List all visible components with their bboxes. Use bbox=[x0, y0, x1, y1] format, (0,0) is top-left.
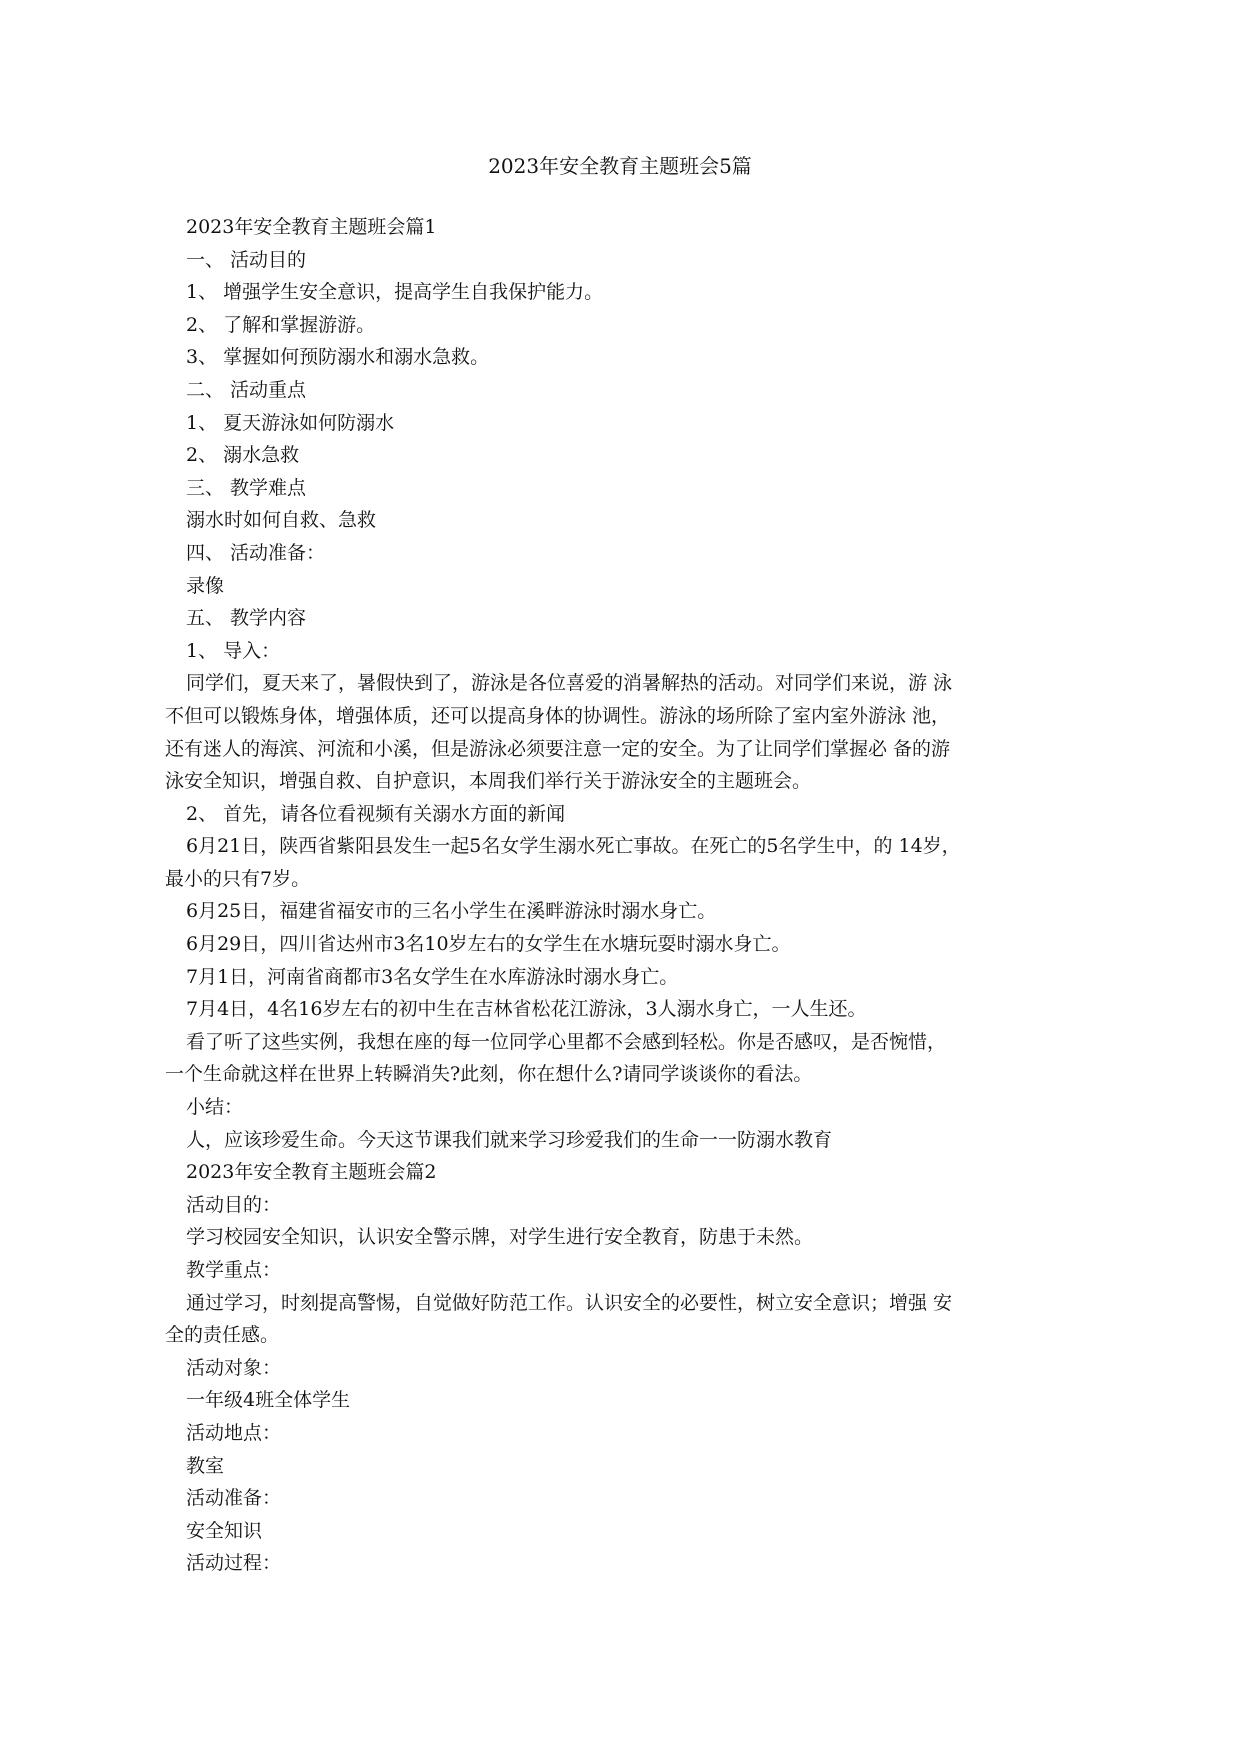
paragraph-line: 全的责任感。 bbox=[165, 1324, 280, 1347]
news-line: 7月1日，河南省商都市3名女学生在水库游泳时溺水身亡。 bbox=[186, 965, 679, 988]
paragraph-line: 通过学习，时刻提高警惕，自觉做好防范工作。认识安全的必要性，树立安全意识；增强 安 bbox=[186, 1291, 953, 1314]
text-line: 活动准备： bbox=[186, 1487, 282, 1510]
text-line: 活动过程： bbox=[186, 1552, 282, 1575]
text-line: 活动地点： bbox=[186, 1421, 282, 1444]
text-line: 2、 溺水急救 bbox=[186, 444, 300, 467]
text-line: 溺水时如何自救、急救 bbox=[186, 509, 377, 532]
text-line: 3、 掌握如何预防溺水和溺水急救。 bbox=[186, 346, 490, 369]
text-line: 小结： bbox=[186, 1096, 244, 1119]
section-heading: 2023年安全教育主题班会篇1 bbox=[186, 216, 437, 238]
text-line: 1、 夏天游泳如何防溺水 bbox=[186, 411, 395, 434]
paragraph-line: 同学们，夏天来了，暑假快到了，游泳是各位喜爱的消暑解热的活动。对同学们来说，游 泳 bbox=[186, 672, 953, 695]
paragraph-reflect bbox=[165, 1026, 1065, 1091]
paragraph-line: 一个生命就这样在世界上转瞬消失?此刻，你在想什么?请同学谈谈你的看法。 bbox=[165, 1063, 813, 1086]
document-body bbox=[165, 211, 1066, 1580]
text-line: 教学重点： bbox=[186, 1259, 282, 1281]
text-line: 2、 了解和掌握游游。 bbox=[186, 313, 376, 336]
text-line: 活动对象： bbox=[186, 1356, 282, 1379]
text-line: 三、 教学难点 bbox=[186, 476, 307, 499]
text-line: 二、 活动重点 bbox=[186, 378, 307, 401]
paragraph-line: 6月21日，陕西省紫阳县发生一起5名女学生溺水死亡事故。在死亡的5名学生中，的 14岁， bbox=[186, 835, 961, 858]
section-heading: 2023年安全教育主题班会篇2 bbox=[186, 1161, 437, 1184]
text-line: 1、 导入： bbox=[186, 639, 281, 662]
paragraph-intro bbox=[165, 667, 1065, 797]
paragraph-line: 还有迷人的海滨、河流和小溪，但是游泳必须要注意一定的安全。为了让同学们掌握必 备的游 bbox=[165, 737, 951, 760]
paragraph-line: 泳安全知识，增强自救、自护意识，本周我们举行关于游泳安全的主题班会。 bbox=[165, 770, 812, 793]
paragraph-line: 最小的只有7岁。 bbox=[165, 867, 311, 890]
text-line: 教室 bbox=[186, 1454, 225, 1477]
text-line: 安全知识 bbox=[186, 1519, 263, 1542]
text-line: 人，应该珍爱生命。今天这节课我们就来学习珍爱我们的生命一一防溺水教育 bbox=[186, 1128, 833, 1151]
paragraph-news bbox=[165, 830, 1065, 895]
news-line: 6月25日，福建省福安市的三名小学生在溪畔游泳时溺水身亡。 bbox=[186, 900, 717, 923]
text-line: 五、 教学内容 bbox=[186, 607, 307, 630]
news-line: 6月29日，四川省达州市3名10岁左右的女学生在水塘玩耍时溺水身亡。 bbox=[186, 933, 791, 956]
text-line: 一年级4班全体学生 bbox=[186, 1389, 351, 1412]
news-line: 7月4日，4名16岁左右的初中生在吉林省松花江游泳，3人溺水身亡，一人生还。 bbox=[186, 998, 867, 1021]
paragraph-focus bbox=[165, 1287, 1065, 1352]
text-line: 1、 增强学生安全意识，提高学生自我保护能力。 bbox=[186, 281, 604, 304]
text-line: 四、 活动准备： bbox=[186, 541, 326, 564]
text-line: 活动目的： bbox=[186, 1193, 282, 1216]
text-line: 录像 bbox=[186, 574, 225, 597]
document-title: 2023年安全教育主题班会5篇 bbox=[488, 154, 752, 178]
text-line: 学习校园安全知识，认识安全警示牌，对学生进行安全教育，防患于未然。 bbox=[186, 1226, 814, 1249]
paragraph-line: 不但可以锻炼身体，增强体质，还可以提高身体的协调性。游泳的场所除了室内室外游泳 池， bbox=[165, 704, 951, 727]
text-line: 一、 活动目的 bbox=[186, 248, 307, 271]
text-line: 2、 首先，请各位看视频有关溺水方面的新闻 bbox=[186, 802, 566, 825]
paragraph-line: 看了听了这些实例，我想在座的每一位同学心里都不会感到轻松。你是否感叹，是否惋惜， bbox=[186, 1030, 947, 1053]
